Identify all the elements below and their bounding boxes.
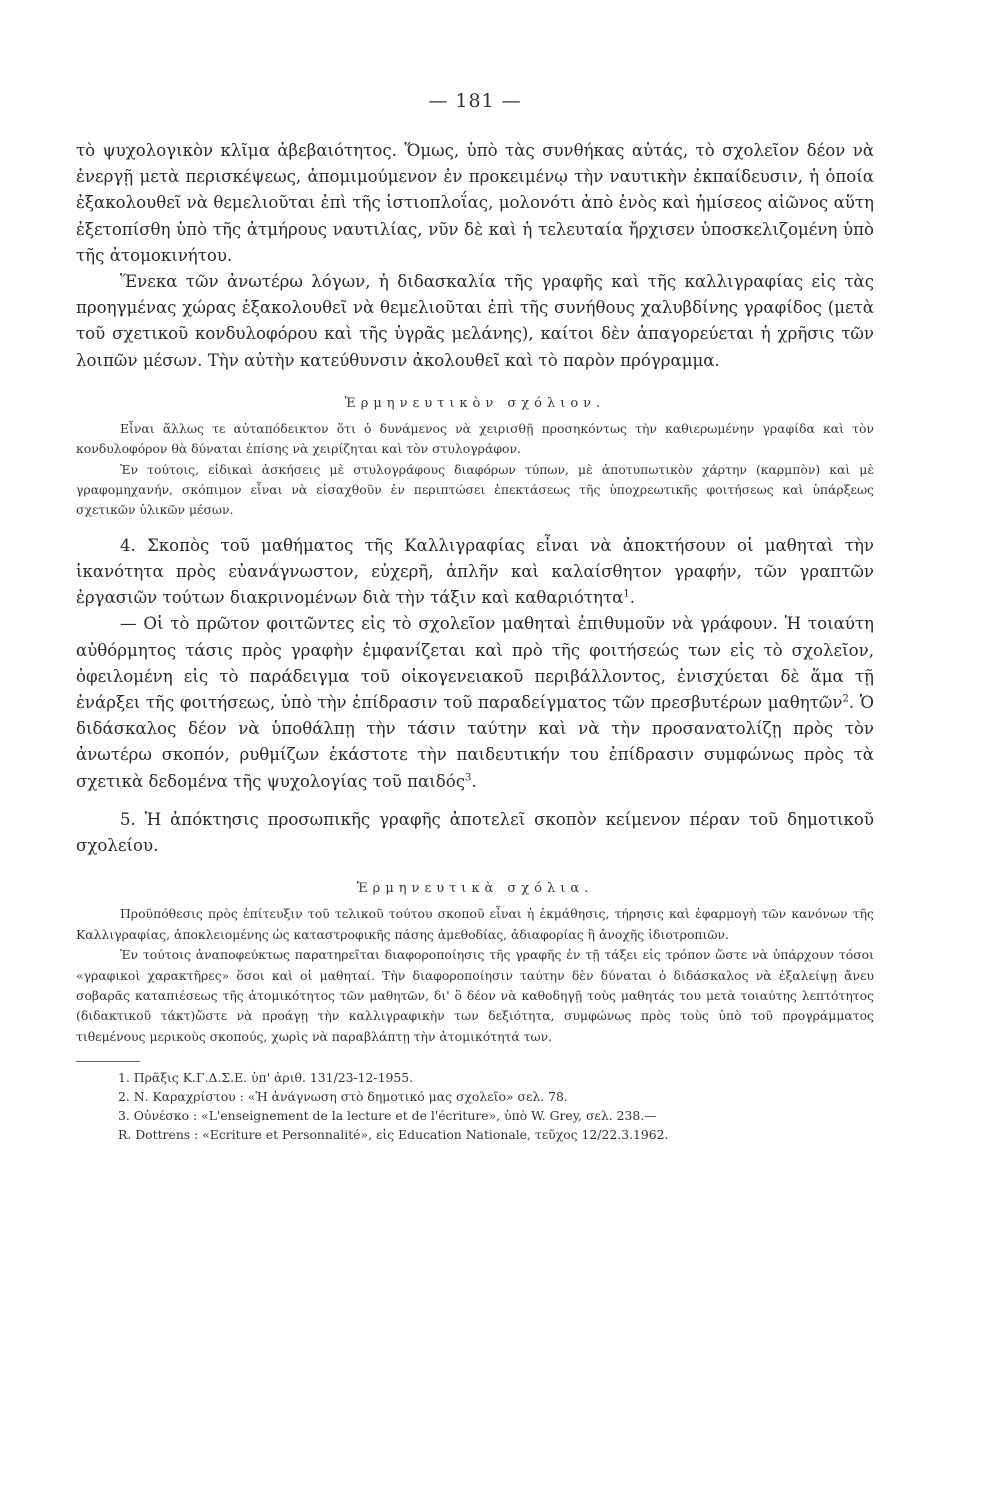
section-4-cont-text: — Οἱ τὸ πρῶτον φοιτῶντες εἰς τὸ σχολεῖον μαθηταὶ ἐπιθυμοῦν νὰ γράφουν. Ἡ τοιαύτη αὐθόρμητος τάσις πρὸς γραφὴν ἐμφανίζεται καὶ πρὸ τῆς φοιτήσεώς των εἰς τὸ σχολεῖον, ὀφειλομένη εἰς τὸ παράδειγμα τοῦ οἰκογενειακοῦ περιβάλλοντος, ἐνισχύεται δὲ ἅμα τῇ ἐνάρξει τῆς φοιτήσεως, ὑπὸ τὴν ἐπίδρασιν τοῦ παραδείγματος τῶν πρεσβυτέρων μαθητῶν — [76, 614, 874, 713]
section-4-tail: . — [629, 588, 636, 608]
footnote-item: 2. Ν. Καραχρίστου : «Ἡ ἀνάγνωση στὸ δημοτικό μας σχολεῖο» σελ. 78. — [118, 1089, 568, 1105]
section-5-number: 5. — [120, 809, 136, 829]
section-4-continuation — [76, 611, 874, 794]
footnote-item: R. Dottrens : «Ecriture et Personnalité», εἰς Education Nationale, τεῦχος 12/22.3.1962. — [118, 1127, 669, 1143]
section-4-text: Σκοπὸς τοῦ μαθήματος τῆς Καλλιγραφίας εἶναι νὰ ἀποκτήσουν οἱ μαθηταὶ τὴν ἱκανότητα πρὸς εὐανάγνωστον, εὐχερῆ, ἁπλῆν καὶ καλαίσθητον γραφήν, τῶν γραπτῶν ἐργασιῶν τούτων διακρινομένων διὰ τὴν τάξιν καὶ καθαριότητα — [76, 535, 874, 608]
footnote-item: 1. Πρᾶξις Κ.Γ.Δ.Σ.Ε. ὑπ' ἀριθ. 131/23-12-1955. — [118, 1070, 414, 1086]
section-5-text: Ἡ ἀπόκτησις προσωπικῆς γραφῆς ἀποτελεῖ σκοπὸν κείμενον πέραν τοῦ δημοτικοῦ σχολείου. — [76, 809, 874, 856]
interpretive-notes-heading: Ἑρμηνευτικὰ σχόλια. — [356, 881, 594, 897]
note2-paragraph-2: Ἐν τούτοις ἀναποφεύκτως παρατηρεῖται διαφοροποίησις τῆς γραφῆς ἐν τῇ τάξει εἰς τρόπον ὥστε νὰ ὑπάρχουν τόσοι «γραφικοὶ χαρακτῆρες» ὅσοι καὶ οἱ μαθηταί. Τὴν διαφοροποίησιν ταύτην δὲν δύναται ὁ διδάσκαλος νὰ ἐξαλείψῃ ἄνευ σοβαρᾶς καταπιέσεως τῆς ἀτομικότητος τῶν μαθητῶν, δι' ὃ δέον νὰ καθοδηγῇ τοὺς μαθητάς του μετὰ τοιαύτης λεπτότητος (διδακτικοῦ τάκτ)ὥστε νὰ προάγῃ τὴν καλλιγραφικὴν των δεξιότητα, συμφώνως πρὸς τοὺς ὑπὸ τοῦ προγράμματος τιθεμένους μερικοὺς σκοπούς, χωρὶς νὰ παραβλάπτῃ τὴν ἀτομικότητά των. — [76, 947, 874, 1044]
second-paragraph: Ἕνεκα τῶν ἀνωτέρω λόγων, ἡ διδασκαλία τῆς γραφῆς καὶ τῆς καλλιγραφίας εἰς τὰς προηγμένας χώρας ἐξακολουθεῖ νὰ θεμελιοῦται ἐπὶ τῆς συνήθους χαλυβδίνης γραφίδος (μετὰ τοῦ σχετικοῦ κονδυλοφόρου καὶ τῆς ὑγρᾶς μελάνης), καίτοι δὲν ἀπαγορεύεται ἡ χρῆσις τῶν λοιπῶν μέσων. Τὴν αὐτὴν κατεύθυνσιν ἀκολουθεῖ καὶ τὸ παρὸν πρόγραμμα. — [76, 272, 874, 370]
section-4-cont2-tail: . — [471, 771, 477, 791]
footnote-ref-3: 3 — [465, 772, 472, 784]
footnote-ref-2: 2 — [842, 693, 849, 705]
section-4-cont2-text: . Ὁ διδάσκαλος δέον νὰ ὑποθάλπῃ τὴν τάσιν ταύτην καὶ νὰ τὴν προσανατολίζῃ πρὸς τὸν ἀνωτέρω σκοπόν, ρυθμίζων ἑκάστοτε τὴν παιδευτικήν του ἐπίδρασιν συμφώνως πρὸς τὰ σχετικὰ δεδομένα τῆς ψυχολογίας τοῦ παιδός — [76, 693, 874, 791]
note-paragraph-1: Εἶναι ἄλλως τε αὐταπόδεικτον ὅτι ὁ δυνάμενος νὰ χειρισθῇ προσηκόντως τὴν καθιερωμένην γραφίδα καὶ τὸν κονδυλοφόρον θὰ δύναται ἐπίσης νὰ χειρίζηται καὶ τὸν στυλογράφον. — [76, 420, 874, 457]
note-paragraph-2: Ἐν τούτοις, εἰδικαὶ ἀσκήσεις μὲ στυλογράφους διαφόρων τύπων, μὲ ἀποτυπωτικὸν χάρτην (καρμπὸν) καὶ μὲ γραφομηχανήν, σκόπιμον εἶναι νὰ εἰσαχθοῦν ἐν περιπτώσει ἐπεκτάσεως τῆς ὑποχρεωτικῆς φοιτήσεως καὶ ὑπάρξεως σχετικῶν ὑλικῶν μέσων. — [76, 461, 874, 518]
footnote-rule — [76, 1061, 140, 1068]
document-page — [76, 90, 874, 1144]
footnotes — [76, 1068, 874, 1144]
note2-paragraph-1: Προϋπόθεσις πρὸς ἐπίτευξιν τοῦ τελικοῦ τούτου σκοποῦ εἶναι ἡ ἐκμάθησις, τήρησις καὶ ἐφαρμογὴ τῶν κανόνων τῆς Καλλιγραφίας, ἀποκλειομένης ὡς καταστροφικῆς πάσης ἀμεθοδίας, ἀδιαφορίας ἢ ἀνοχῆς ἰδιοτροπιῶν. — [76, 906, 874, 942]
interpretive-note-heading: Ἑρμηνευτικὸν σχόλιον. — [344, 395, 606, 411]
intro-paragraph: τὸ ψυχολογικὸν κλῖμα ἀβεβαιότητος. Ὅμως, ὑπὸ τὰς συνθήκας αὐτάς, τὸ σχολεῖον δέον νὰ ἐνεργῇ μετὰ περισκέψεως, ἀπομιμούμενον ἐν προκειμένῳ τὴν ναυτικὴν ἐκπαίδευσιν, ἡ ὁποία ἐξακολουθεῖ νὰ θεμελιοῦται ἐπὶ τῆς ἱστιοπλοΐας, μολονότι ἀπὸ ἑνὸς καὶ ἡμίσεος αἰῶνος αὕτη ἐξετοπίσθη ὑπὸ τῆς ἀτμήρους ναυτιλίας, νῦν δὲ καὶ ἡ τελευταία ἤρχισεν ὑποσκελιζομένη ὑπὸ τῆς ἀτομοκινήτου. — [76, 141, 874, 265]
section-4-number: 4. — [120, 535, 136, 555]
section-4-paragraph — [76, 533, 874, 612]
section-5-paragraph — [76, 807, 874, 859]
footnote-ref-1: 1 — [623, 588, 630, 600]
page-number: — 181 — — [428, 90, 522, 112]
footnote-item: 3. Οὐνέσκο : «L'enseignement de la lecture et de l'écriture», ὑπὸ W. Grey, σελ. 238.— — [118, 1108, 657, 1124]
